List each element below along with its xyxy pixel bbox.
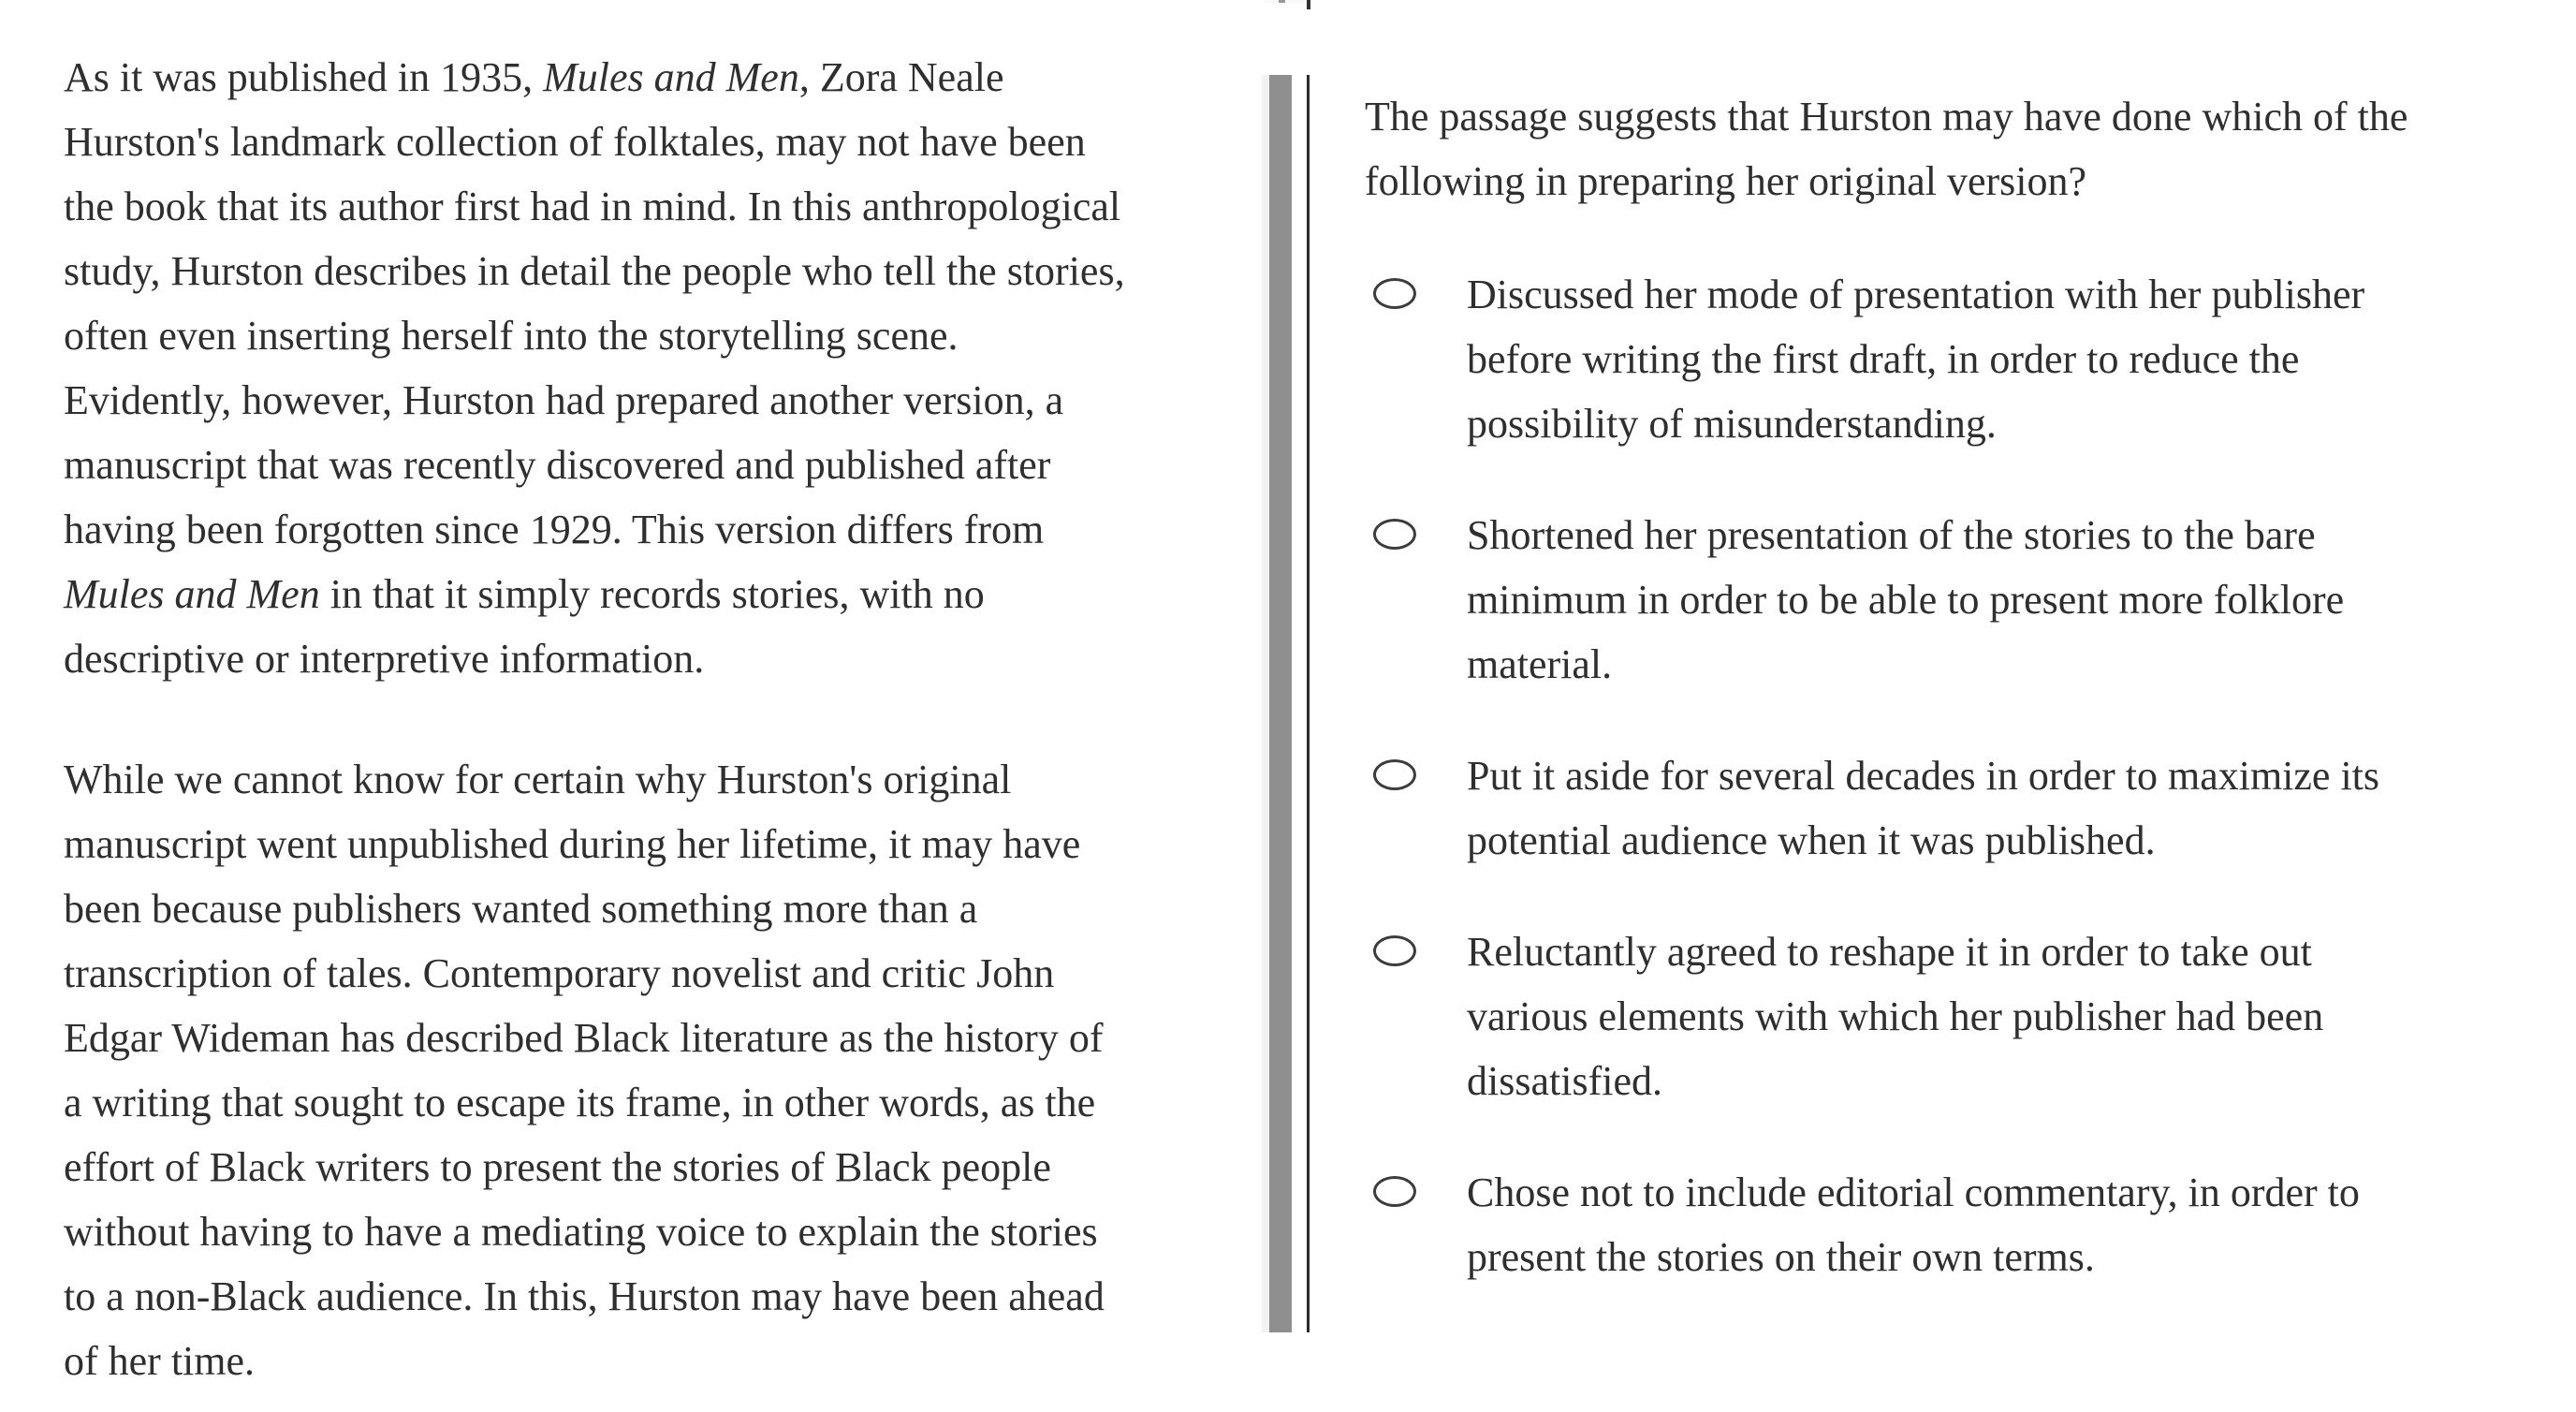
answer-option-c[interactable] [1365,743,2408,873]
answer-options [1365,262,2408,1289]
option-d-text: Reluctantly agreed to reshape it in order to take out various elements with which her publisher had been dissatisfied. [1467,929,2324,1104]
option-e-radio-icon[interactable] [1373,1176,1416,1207]
option-c-radio-icon[interactable] [1373,759,1416,790]
column-divider-bar [1269,75,1292,1332]
answer-option-a[interactable] [1365,262,2408,456]
column-divider-line [1307,75,1310,1332]
option-a-text: Discussed her mode of presentation with her publisher before writing the first draft, in order to reduce the possibility of misunderstanding. [1467,272,2365,447]
option-e-text: Chose not to include editorial commentary, in order to present the stories on their own terms. [1467,1169,2360,1280]
answer-option-b[interactable] [1365,503,2408,697]
top-edge-artifact-dash [1279,0,1285,3]
column-divider-gutter [1262,75,1269,1332]
top-edge-artifact-tick [1307,0,1310,9]
option-a-radio-icon[interactable] [1373,278,1416,309]
option-d-radio-icon[interactable] [1373,935,1416,966]
option-b-text: Shortened her presentation of the stories to the bare minimum in order to be able to present more folklore material. [1467,512,2345,687]
option-b-radio-icon[interactable] [1373,519,1416,550]
question-panel [1365,84,2408,1336]
answer-option-e[interactable] [1365,1160,2408,1289]
passage-paragraph-1: As it was published in 1935, Mules and Men, Zora Neale Hurston's landmark collection of folktales, may not have been the book that its author first had in mind. In this anthropological study, Hurston describes in detail the people who tell the stories, often even inserting herself into the storytelling scene. Evidently, however, Hurston had prepared another version, a manuscript that was recently discovered and published after having been forgotten since 1929. This version differs from Mules and Men in that it simply records stories, with no descriptive or interpretive information. [64,54,1125,682]
option-c-text: Put it aside for several decades in order to maximize its potential audience when it was published. [1467,753,2380,863]
question-text: The passage suggests that Hurston may have done which of the following in preparing her original version? [1365,94,2408,204]
passage-paragraph-2: While we cannot know for certain why Hurston's original manuscript went unpublished during her lifetime, it may have been because publishers wanted something more than a transcription of tales. Contemporary novelist and critic John Edgar Wideman has described Black literature as the history of a writing that sought to escape its frame, in other words, as the effort of Black writers to present the stories of Black people without having to have a mediating voice to explain the stories to a non-Black audience. In this, Hurston may have been ahead of her time. [64,757,1105,1384]
reading-passage [64,45,1125,1393]
answer-option-d[interactable] [1365,919,2408,1113]
